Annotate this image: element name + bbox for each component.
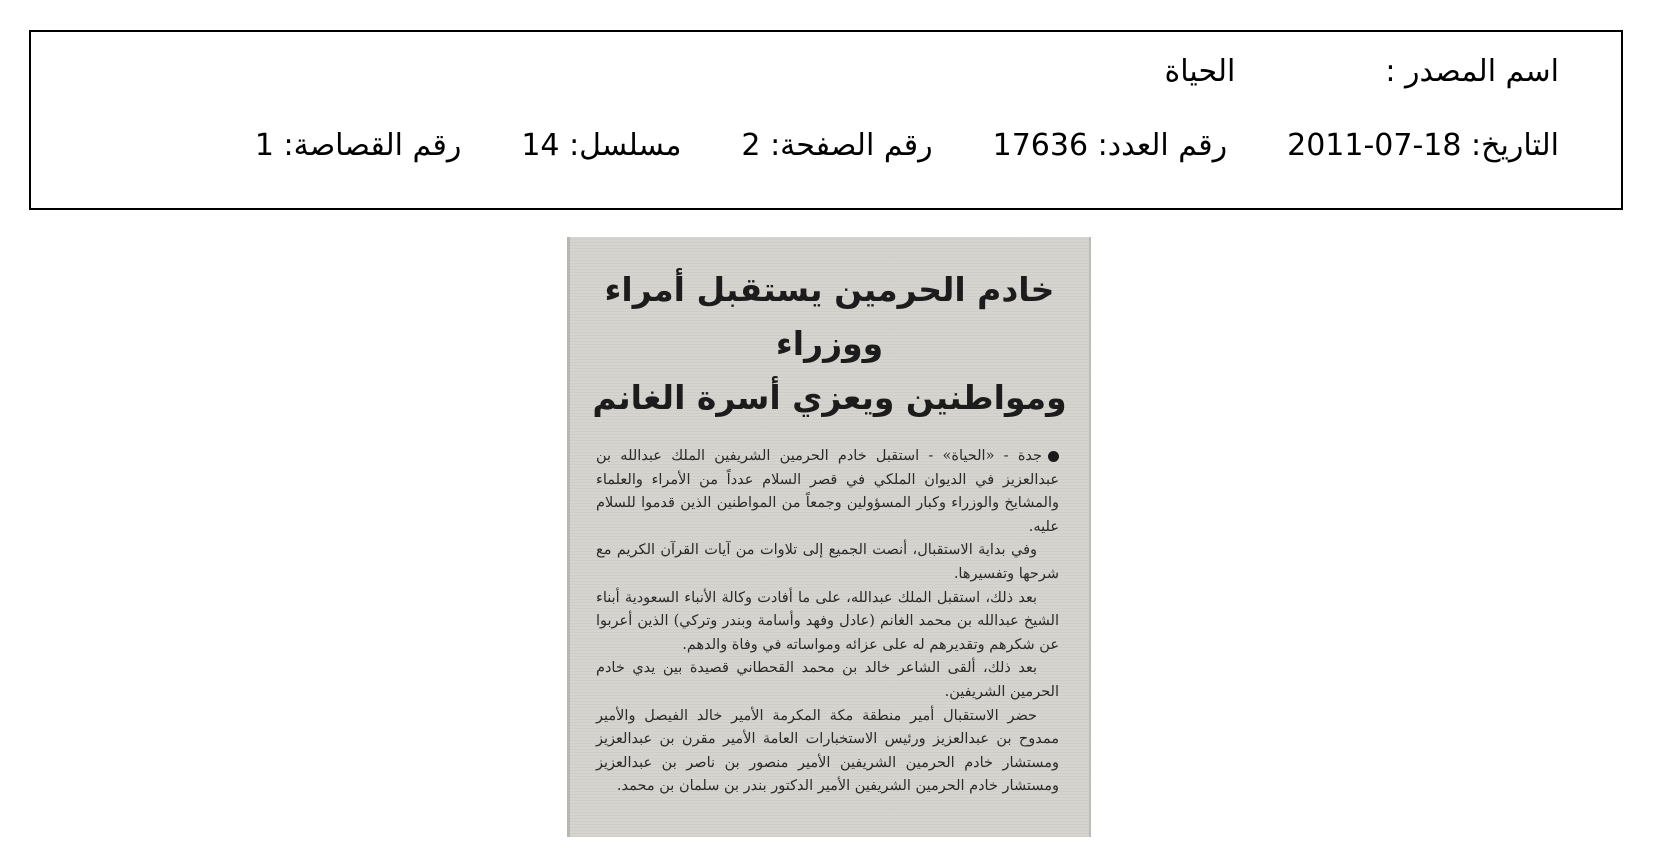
issue-value: 17636: [992, 128, 1089, 163]
article-paragraph: جدة - «الحياة» - استقبل خادم الحرمين الشريفين الملك عبدالله بن عبدالعزيز في الديوان الملكي في قصر السلام عدداً من الأمراء والعلماء والمشايخ والوزراء وكبار المسؤولين وجمعاً من المواطنين الذين قدموا للسلام عليه.: [596, 448, 1059, 535]
source-row: [1165, 54, 1559, 89]
issue-label: رقم العدد:: [1097, 128, 1228, 163]
date-label: التاريخ:: [1471, 128, 1559, 163]
headline-line-1: خادم الحرمين يستقبل أمراء ووزراء: [604, 270, 1055, 363]
source-value: الحياة: [1164, 54, 1236, 89]
page-value: 2: [741, 128, 761, 163]
details-row: [255, 128, 1559, 163]
article-paragraph: بعد ذلك، استقبل الملك عبدالله، على ما أفادت وكالة الأنباء السعودية أبناء الشيخ عبدالله بن محمد الغانم (عادل وفهد وأسامة وبندر وتركي) الذين أعربوا عن شكرهم وتقديرهم له على عزائه ومواساته في وفاة والدهم.: [596, 589, 1059, 653]
source-label: اسم المصدر :: [1385, 54, 1559, 89]
article-body: [596, 445, 1059, 799]
article-paragraph: حضر الاستقبال أمير منطقة مكة المكرمة الأمير خالد الفيصل والأمير ممدوح بن عبدالعزيز ورئيس الاستخبارات العامة الأمير مقرن بن عبدالعزيز ومستشار خادم الحرمين الشريفين الأمير منصور بن ناصر بن عبدالعزيز ومستشار خادم الحرمين الشريفين الأمير الدكتور بندر بن سلمان بن محمد.: [596, 707, 1059, 795]
page-label: رقم الصفحة:: [770, 128, 933, 163]
newspaper-clipping: [567, 237, 1091, 837]
article-paragraph: بعد ذلك، ألقى الشاعر خالد بن محمد القحطاني قصيدة بين يدي خادم الحرمين الشريفين.: [596, 660, 1059, 700]
bullet-icon: [1048, 451, 1059, 462]
serial-label: مسلسل:: [569, 128, 682, 163]
clip-value: 1: [254, 128, 274, 163]
clip-label: رقم القصاصة:: [283, 128, 462, 163]
serial-value: 14: [521, 128, 560, 163]
article-paragraph: وفي بداية الاستقبال، أنصت الجميع إلى تلاوات من آيات القرآن الكريم مع شرحها وتفسيرها.: [596, 542, 1059, 582]
source-metadata-box: [29, 30, 1623, 210]
date-value: 2011-07-18: [1287, 128, 1462, 163]
headline-line-2: ومواطنين ويعزي أسرة الغانم: [592, 378, 1067, 417]
article-headline: [592, 263, 1067, 425]
